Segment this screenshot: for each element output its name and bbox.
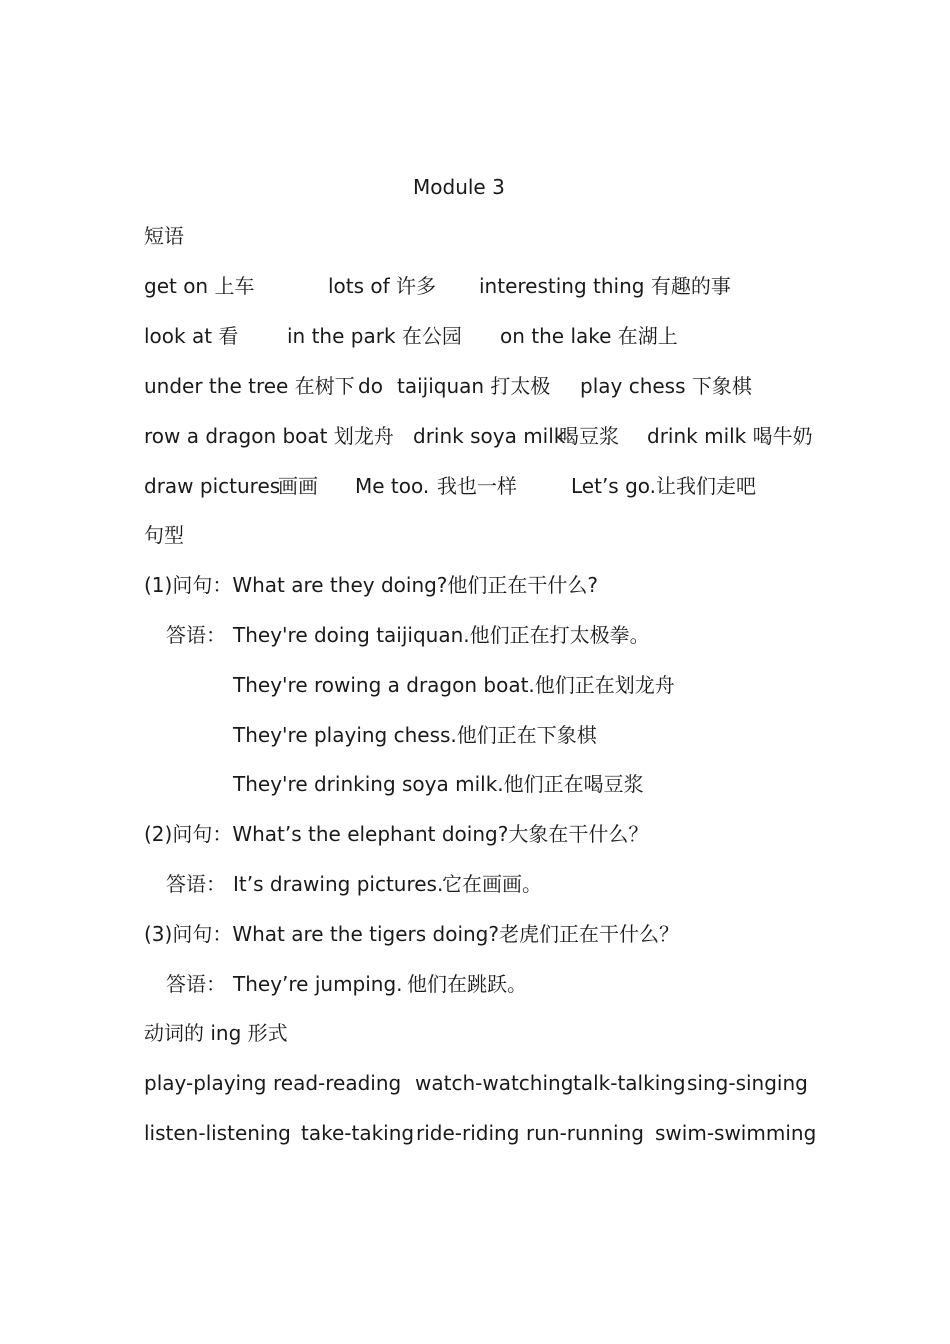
ing-item: run-running bbox=[526, 1121, 644, 1145]
phrase-item: 喝豆浆 bbox=[559, 424, 619, 448]
ing-item: play-playing bbox=[144, 1071, 267, 1095]
phrase-item: interesting thing 有趣的事 bbox=[479, 274, 731, 298]
phrase-row bbox=[144, 272, 844, 300]
answer-label: 答语： bbox=[166, 623, 226, 647]
question-1: (1)问句：What are they doing?他们正在干什么? bbox=[144, 573, 599, 597]
ing-heading: 动词的 ing 形式 bbox=[144, 1021, 288, 1045]
phrase-row bbox=[144, 422, 844, 450]
ing-item: sing-singing bbox=[687, 1071, 808, 1095]
phrase-item: in the park 在公园 bbox=[287, 324, 462, 348]
ing-item: talk-talking bbox=[573, 1071, 686, 1095]
ing-row bbox=[144, 1069, 844, 1097]
ing-item: listen-listening bbox=[144, 1121, 291, 1145]
phrase-item: under the tree 在树下 bbox=[144, 374, 355, 398]
question-2: (2)问句：What’s the elephant doing?大象在干什么？ bbox=[144, 822, 649, 846]
phrase-item: Me too. bbox=[355, 474, 430, 498]
ing-item: read-reading bbox=[273, 1071, 402, 1095]
answer-line: They're doing taijiquan.他们正在打太极拳。 bbox=[233, 623, 650, 647]
phrase-item: do bbox=[358, 374, 383, 398]
answer-line: They're playing chess.他们正在下象棋 bbox=[233, 723, 597, 747]
phrase-item: taijiquan 打太极 bbox=[397, 374, 551, 398]
phrase-item: on the lake 在湖上 bbox=[500, 324, 678, 348]
phrase-item: draw pictures bbox=[144, 474, 281, 498]
phrase-item: 我也一样 bbox=[437, 474, 517, 498]
phrase-item: Let’s go.让我们走吧 bbox=[571, 474, 757, 498]
ing-item: swim-swimming bbox=[655, 1121, 817, 1145]
question-3: (3)问句：What are the tigers doing?老虎们正在干什么？ bbox=[144, 922, 679, 946]
phrase-item: row a dragon boat 划龙舟 bbox=[144, 424, 394, 448]
phrase-item: 画画 bbox=[278, 474, 318, 498]
ing-item: take-taking bbox=[301, 1121, 415, 1145]
patterns-heading: 句型 bbox=[144, 523, 184, 547]
phrase-item: look at 看 bbox=[144, 324, 239, 348]
answer-label: 答语： bbox=[166, 972, 226, 996]
phrases-heading: 短语 bbox=[144, 224, 184, 248]
answer-translation: 它在画画。 bbox=[442, 872, 542, 896]
answer-line: They're rowing a dragon boat.他们正在划龙舟 bbox=[233, 673, 675, 697]
phrase-item: drink milk 喝牛奶 bbox=[647, 424, 813, 448]
answer-line: They’re jumping. bbox=[233, 972, 403, 996]
answer-line: They're drinking soya milk.他们正在喝豆浆 bbox=[233, 772, 644, 796]
ing-item: watch-watching bbox=[415, 1071, 574, 1095]
phrase-item: lots of 许多 bbox=[328, 274, 437, 298]
answer-translation: 他们在跳跃。 bbox=[407, 972, 527, 996]
page-title: Module 3 bbox=[413, 175, 505, 199]
phrase-item: play chess 下象棋 bbox=[580, 374, 752, 398]
answer-line: It’s drawing pictures. bbox=[233, 872, 444, 896]
answer-label: 答语： bbox=[166, 872, 226, 896]
ing-row bbox=[144, 1119, 844, 1147]
ing-item: ride-riding bbox=[416, 1121, 520, 1145]
phrase-row bbox=[144, 372, 844, 400]
phrase-row bbox=[144, 472, 844, 500]
phrase-item: get on 上车 bbox=[144, 274, 255, 298]
phrase-item: drink soya milk bbox=[413, 424, 566, 448]
phrase-row bbox=[144, 322, 844, 350]
